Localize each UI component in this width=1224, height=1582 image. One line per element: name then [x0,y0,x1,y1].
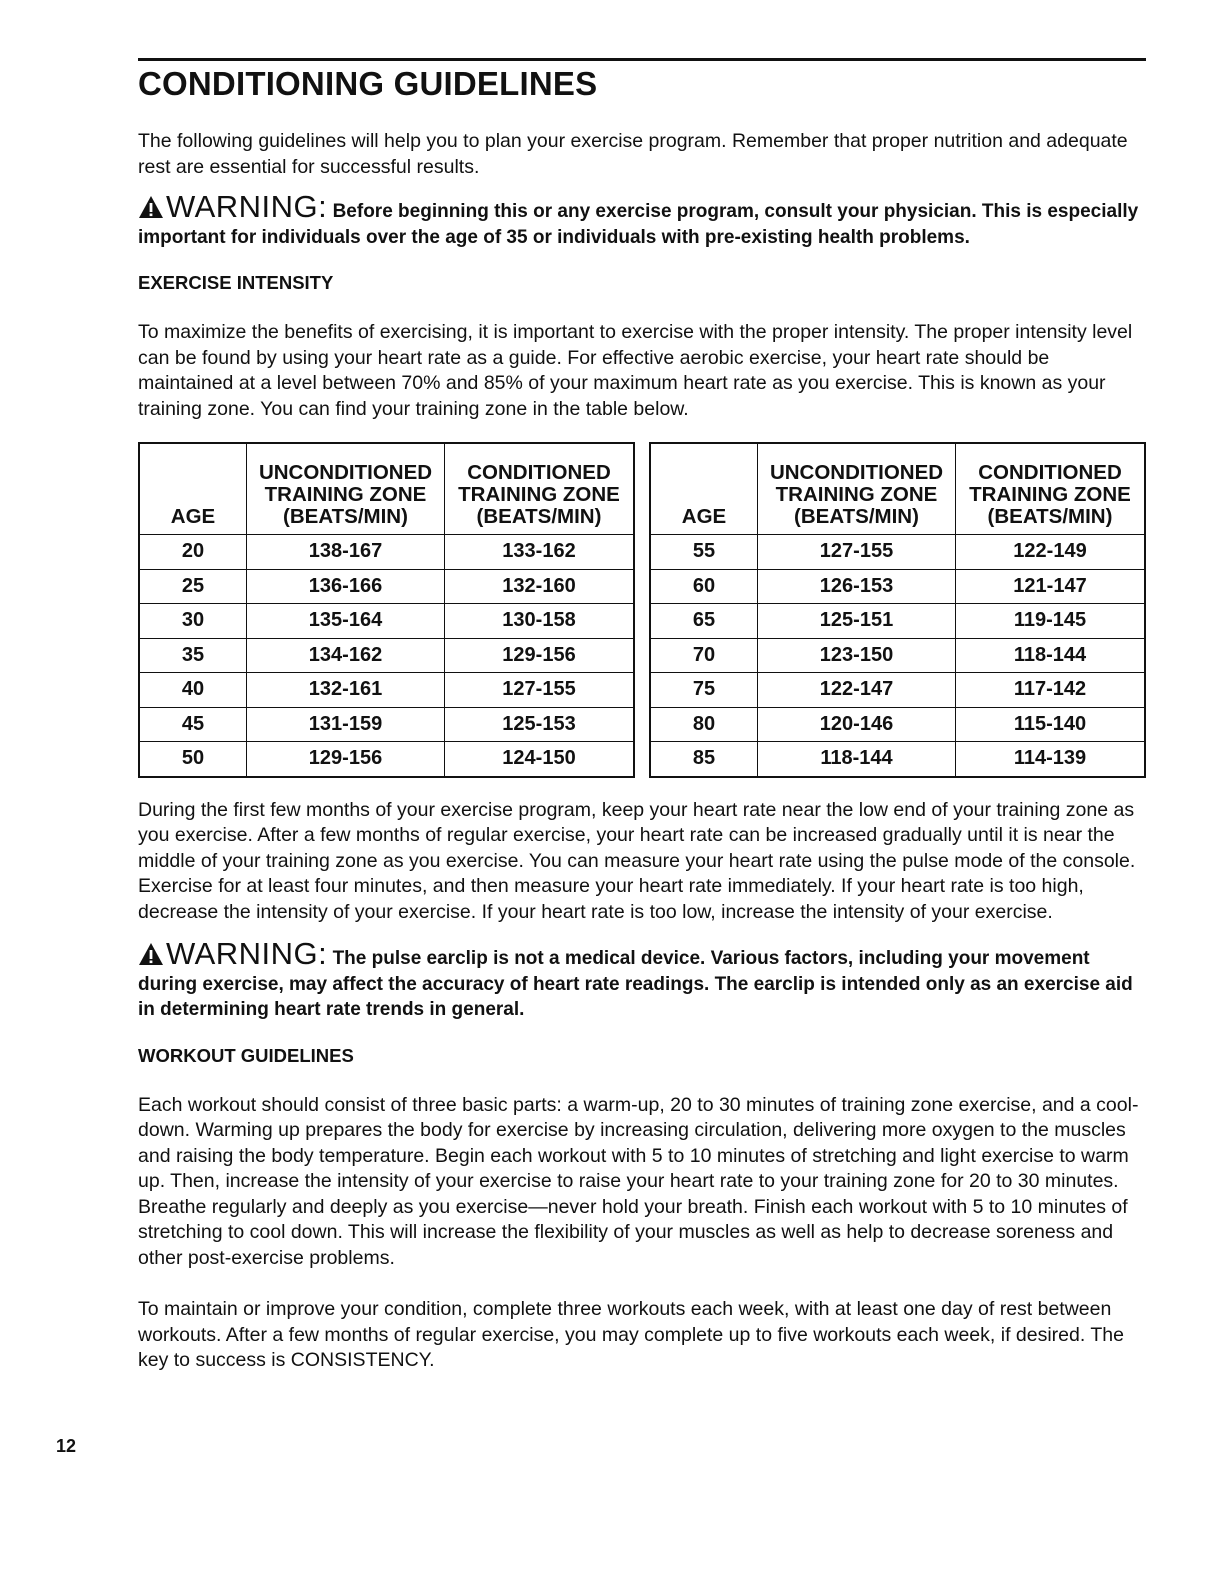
top-rule [138,58,1146,61]
header-conditioned: CONDITIONED TRAINING ZONE (BEATS/MIN) [445,443,635,535]
warning-1 [138,189,1146,250]
table-row: 45 131-159 125-153 [139,707,634,742]
after-table-paragraph: During the first few months of your exercise program, keep your heart rate near the low end of your training zone as you exercise. After a few months of regular exercise, your heart rate can be increased gradually until it is near the middle of your training zone as you exercise. You can measure your heart rate using the pulse mode of the console. Exercise for at least four minutes, and then measure your heart rate immediately. If your heart rate is too high, decrease the intensity of your exercise. If your heart rate is too low, increase the intensity of your exercise. [138,798,1136,923]
warning-2 [138,936,1146,1023]
training-zone-table-right [649,442,1146,778]
header-age: AGE [650,443,758,535]
warning-triangle-icon [138,195,164,219]
closing-paragraph: To maintain or improve your condition, complete three workouts each week, with at least one day of rest between workouts. After a few months of regular exercise, you may complete up to five workouts each week, if desired. The key to success is CONSISTENCY. [138,1298,1124,1371]
intro-paragraph: The following guidelines will help you to plan your exercise program. Remember that proper nutrition and adequate rest are essential for successful results. [138,130,1128,178]
exercise-intensity-paragraph: To maximize the benefits of exercising, it is important to exercise with the proper intensity. The proper intensity level can be found by using your heart rate as a guide. For effective aerobic exercise, your heart rate should be maintained at a level between 70% and 85% of your maximum heart rate as you exercise. This is known as your training zone. You can find your training zone in the table below. [138,321,1133,420]
warning-2-label: WARNING: [166,936,328,971]
header-unconditioned: UNCONDITIONED TRAINING ZONE (BEATS/MIN) [247,443,445,535]
warning-2-text: The pulse earclip is not a medical device. Various factors, including your movement during exercise, may affect the accuracy of heart rate readings. The earclip is intended only as an exercise aid in determining heart rate trends in general. [138,948,1133,1020]
page-number: 12 [56,1436,77,1456]
table-row: 40 132-161 127-155 [139,673,634,708]
table-row: 60 126-153 121-147 [650,569,1145,604]
header-age: AGE [139,443,247,535]
table-row: 85 118-144 114-139 [650,742,1145,777]
workout-guidelines-paragraph: Each workout should consist of three basic parts: a warm-up, 20 to 30 minutes of training zone exercise, and a cool-down. Warming up prepares the body for exercise by increasing circulation, delivering more oxygen to the muscles and raising the body temperature. Begin each workout with 5 to 10 minutes of stretching and light exercise to warm up. Then, increase the intensity of your exercise to raise your heart rate to your training zone for 20 to 30 minutes. Breathe regularly and deeply as you exercise—never hold your breath. Finish each workout with 5 to 10 minutes of stretching to cool down. This will increase the flexibility of your muscles as well as help to decrease soreness and other post-exercise problems. [138,1093,1139,1269]
page-title: CONDITIONING GUIDELINES [138,65,598,102]
table-row: 75 122-147 117-142 [650,673,1145,708]
table-row: 35 134-162 129-156 [139,638,634,673]
table-row: 20 138-167 133-162 [139,535,634,570]
table-row: 80 120-146 115-140 [650,707,1145,742]
table-row: 70 123-150 118-144 [650,638,1145,673]
header-unconditioned: UNCONDITIONED TRAINING ZONE (BEATS/MIN) [758,443,956,535]
section-heading-exercise-intensity: EXERCISE INTENSITY [138,272,334,293]
table-row: 50 129-156 124-150 [139,742,634,777]
table-row: 65 125-151 119-145 [650,604,1145,639]
warning-1-text: Before beginning this or any exercise program, consult your physician. This is especially important for individuals over the age of 35 or individuals with pre-existing health problems. [138,201,1139,248]
table-row: 55 127-155 122-149 [650,535,1145,570]
training-zone-table-left [138,442,635,778]
table-header-row [650,443,1145,535]
warning-triangle-icon [138,942,164,966]
header-conditioned: CONDITIONED TRAINING ZONE (BEATS/MIN) [956,443,1146,535]
table-row: 25 136-166 132-160 [139,569,634,604]
training-zone-tables [138,442,1146,778]
section-heading-workout-guidelines: WORKOUT GUIDELINES [138,1044,354,1066]
table-header-row [139,443,634,535]
table-row: 30 135-164 130-158 [139,604,634,639]
warning-1-label: WARNING: [166,189,328,224]
page-content [138,58,1146,1374]
